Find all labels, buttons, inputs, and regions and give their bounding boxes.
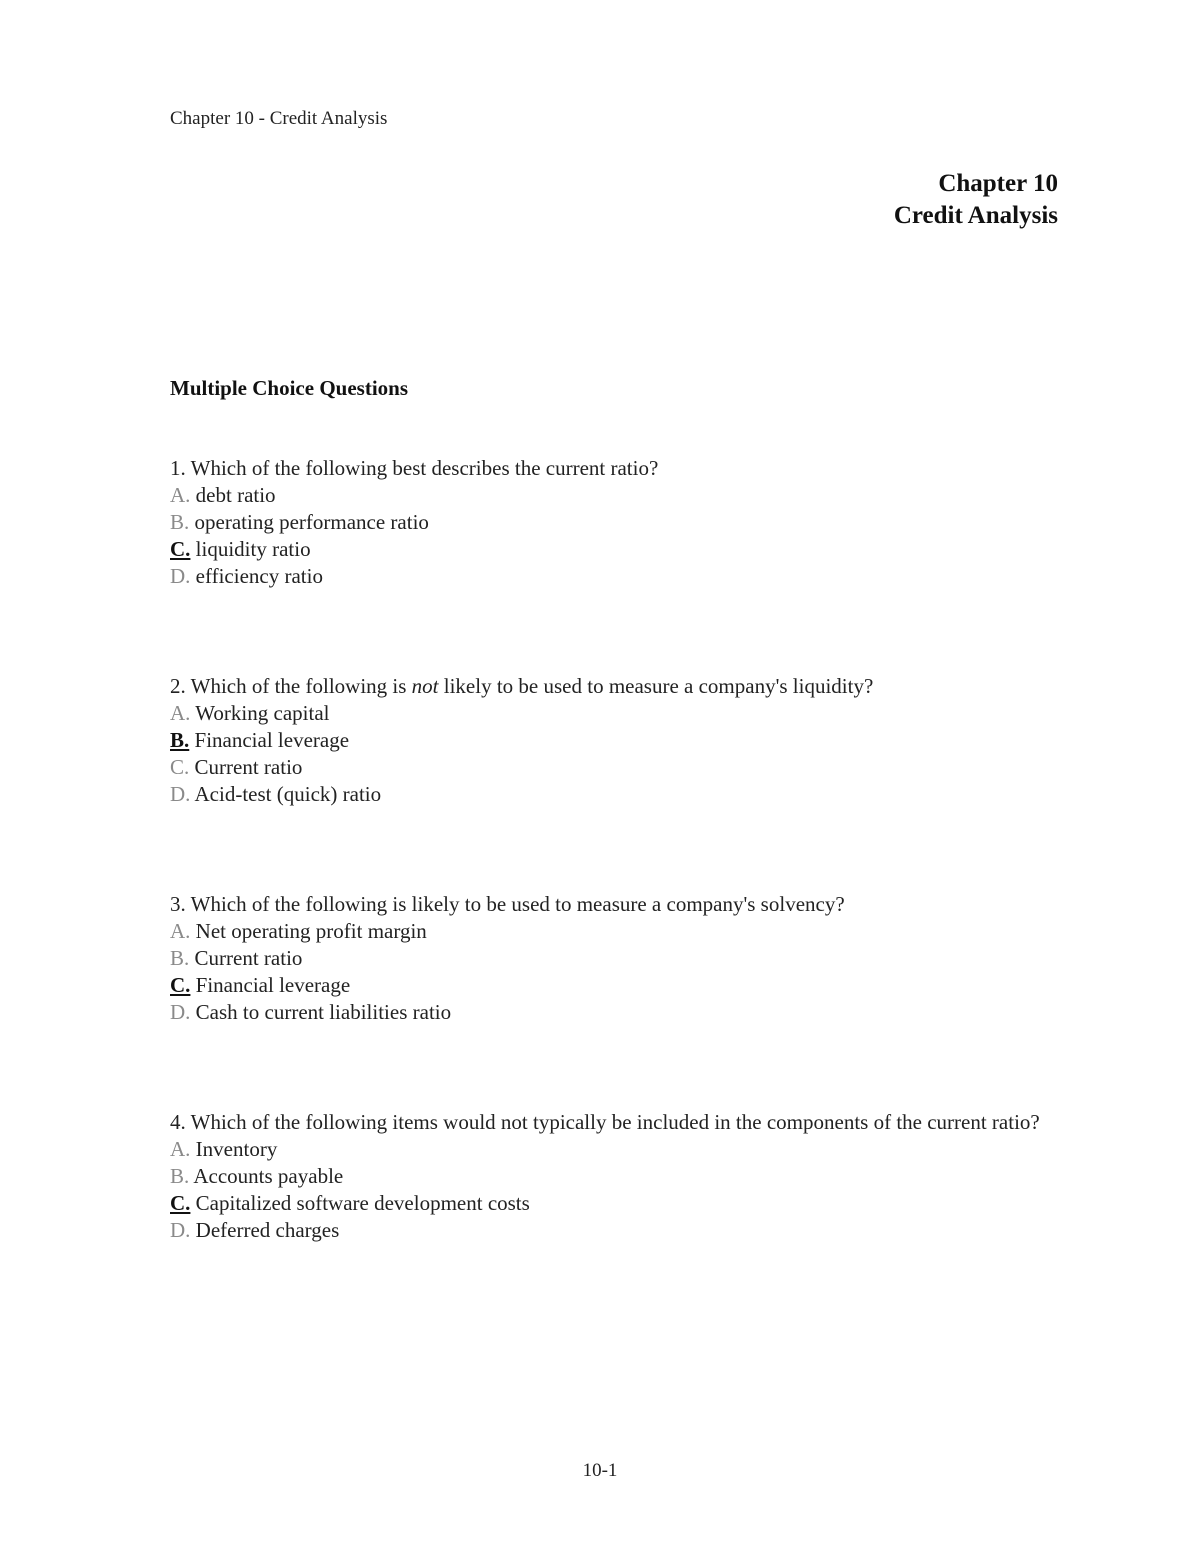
option-text: efficiency ratio <box>195 564 323 588</box>
question-stem: 4. Which of the following items would not typically be included in the components of the current ratio? <box>170 1110 1040 1134</box>
option-d <box>170 999 1050 1026</box>
option-letter: B. <box>170 1164 190 1188</box>
option-letter: C. <box>170 537 191 561</box>
section-heading: Multiple Choice Questions <box>170 376 409 400</box>
option-text: Inventory <box>195 1137 278 1161</box>
option-letter: A. <box>170 701 191 725</box>
option-text: Cash to current liabilities ratio <box>195 1000 452 1024</box>
option-letter: B. <box>170 946 190 970</box>
option-a <box>170 482 1050 509</box>
option-text: Current ratio <box>194 946 303 970</box>
question-stem: 1. Which of the following best describes the current ratio? <box>170 456 659 480</box>
stem-emphasis: not <box>411 674 439 698</box>
option-letter: A. <box>170 483 191 507</box>
option-d <box>170 563 1050 590</box>
option-a <box>170 700 1050 727</box>
option-letter: D. <box>170 1000 191 1024</box>
option-b <box>170 1163 1050 1190</box>
running-header: Chapter 10 - Credit Analysis <box>170 108 388 129</box>
option-letter: A. <box>170 1137 191 1161</box>
option-text: debt ratio <box>195 483 276 507</box>
option-c <box>170 754 1050 781</box>
option-text: Financial leverage <box>195 973 351 997</box>
option-text: Capitalized software development costs <box>195 1191 530 1215</box>
page-number: 10-1 <box>582 1460 618 1481</box>
option-text: Deferred charges <box>195 1218 340 1242</box>
option-letter: C. <box>170 755 190 779</box>
question-3 <box>170 891 1050 1026</box>
option-text: Acid-test (quick) ratio <box>194 782 382 806</box>
option-text: Working capital <box>195 701 330 725</box>
question-2 <box>170 673 1050 808</box>
option-letter: B. <box>170 728 190 752</box>
stem-text: likely to be used to measure a company's liquidity? <box>438 674 874 698</box>
option-text: Net operating profit margin <box>195 919 427 943</box>
question-stem: 3. Which of the following is likely to be used to measure a company's solvency? <box>170 892 845 916</box>
option-c-correct <box>170 536 1050 563</box>
chapter-name: Credit Analysis <box>893 202 1058 229</box>
question-1 <box>170 455 1050 590</box>
option-a <box>170 918 1050 945</box>
option-letter: C. <box>170 1191 191 1215</box>
option-a <box>170 1136 1050 1163</box>
chapter-number: Chapter 10 <box>938 170 1058 197</box>
question-4 <box>170 1109 1050 1244</box>
option-text: Accounts payable <box>193 1164 344 1188</box>
option-letter: B. <box>170 510 190 534</box>
option-text: liquidity ratio <box>195 537 311 561</box>
option-c-correct <box>170 972 1050 999</box>
option-b-correct <box>170 727 1050 754</box>
chapter-title <box>894 168 1058 232</box>
stem-text: 2. Which of the following is <box>170 674 412 698</box>
option-letter: C. <box>170 973 191 997</box>
option-c-correct <box>170 1190 1050 1217</box>
option-letter: D. <box>170 1218 191 1242</box>
option-d <box>170 1217 1050 1244</box>
option-b <box>170 509 1050 536</box>
option-letter: D. <box>170 782 191 806</box>
option-letter: A. <box>170 919 191 943</box>
option-letter: D. <box>170 564 191 588</box>
option-text: Current ratio <box>194 755 303 779</box>
option-text: Financial leverage <box>194 728 350 752</box>
question-stem <box>170 673 1050 700</box>
option-b <box>170 945 1050 972</box>
option-text: operating performance ratio <box>194 510 429 534</box>
option-d <box>170 781 1050 808</box>
